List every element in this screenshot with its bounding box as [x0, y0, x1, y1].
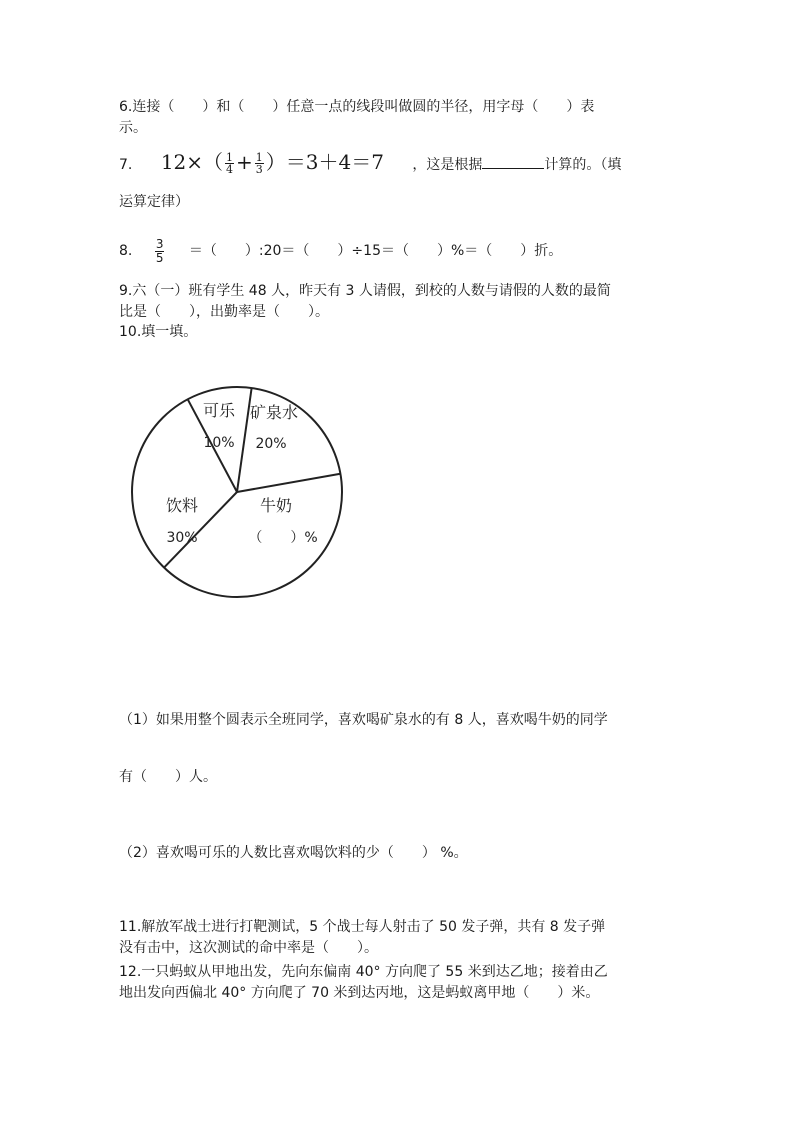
q7-answer-blank[interactable] — [482, 154, 544, 169]
q7-expression — [161, 150, 391, 174]
q7-text-after: ，这是根据 — [412, 157, 483, 173]
q7-frac1-num: 1 — [226, 151, 234, 164]
slice-value-cola: 10% — [203, 435, 235, 451]
q6-line2: 示。 — [119, 120, 147, 136]
q12-line2: 地出发向西偏北 40° 方向爬了 70 米到达丙地，这是蚂蚁离甲地（ ）米。 — [119, 985, 600, 1001]
slice-label-milk: 牛奶 — [259, 496, 293, 515]
q10-sub1-line2: 有（ ）人。 — [119, 769, 217, 785]
q12-line1: 12.一只蚂蚁从甲地出发，先向东偏南 40° 方向爬了 55 米到达乙地；接着由乙 — [119, 964, 608, 980]
slice-label-cola: 可乐 — [202, 401, 236, 420]
q7-number: 7. — [119, 157, 133, 173]
slice-value-drink: 30% — [166, 530, 198, 546]
q7-fraction-2 — [255, 152, 264, 175]
q9-line2: 比是（ ），出勤率是（ ）。 — [119, 304, 329, 320]
q8-number: 8. — [119, 243, 133, 259]
q10-title: 10.填一填。 — [119, 324, 198, 340]
q11-line2: 没有击中，这次测试的命中率是（ ）。 — [119, 940, 378, 956]
slice-label-drink: 饮料 — [165, 496, 199, 515]
q8-frac-num: 3 — [155, 236, 164, 251]
q8-rest: ＝（ ）:20＝（ ）÷15＝（ ）%＝（ ）折。 — [188, 243, 563, 259]
slice-value-mineral-water: 20% — [255, 436, 287, 452]
q10-sub2: （2）喜欢喝可乐的人数比喜欢喝饮料的少（ ） %。 — [119, 845, 468, 861]
q6-line1: 6.连接（ ）和（ ）任意一点的线段叫做圆的半径，用字母（ ）表 — [119, 99, 595, 115]
q8-line — [119, 236, 562, 266]
q7-text-end: 计算的。（填 — [544, 157, 622, 173]
q7-line1 — [119, 148, 621, 179]
q7-frac2-den: 3 — [255, 163, 263, 176]
q7-plus: + — [236, 150, 253, 174]
q7-frac2-num: 1 — [255, 151, 263, 164]
q7-line2: 运算定律） — [119, 194, 189, 210]
q11-line1: 11.解放军战士进行打靶测试，5 个战士每人射击了 50 发子弹，共有 8 发子弹 — [119, 919, 606, 935]
q7-expr-suffix: ）＝3＋4＝7 — [265, 150, 384, 174]
q7-expr-prefix: 12×（ — [160, 150, 224, 174]
pie-chart — [120, 372, 350, 604]
q7-frac1-den: 4 — [226, 163, 234, 176]
q9-line1: 9.六（一）班有学生 48 人，昨天有 3 人请假，到校的人数与请假的人数的最简 — [119, 283, 611, 299]
q10-sub1-line1: （1）如果用整个圆表示全班同学，喜欢喝矿泉水的有 8 人，喜欢喝牛奶的同学 — [119, 712, 608, 728]
q8-fraction — [155, 238, 165, 265]
slice-label-mineral-water: 矿泉水 — [249, 403, 299, 422]
q7-fraction-1 — [225, 152, 234, 175]
q8-frac-den: 5 — [155, 250, 164, 265]
slice-value-milk: （ ）% — [248, 530, 318, 546]
